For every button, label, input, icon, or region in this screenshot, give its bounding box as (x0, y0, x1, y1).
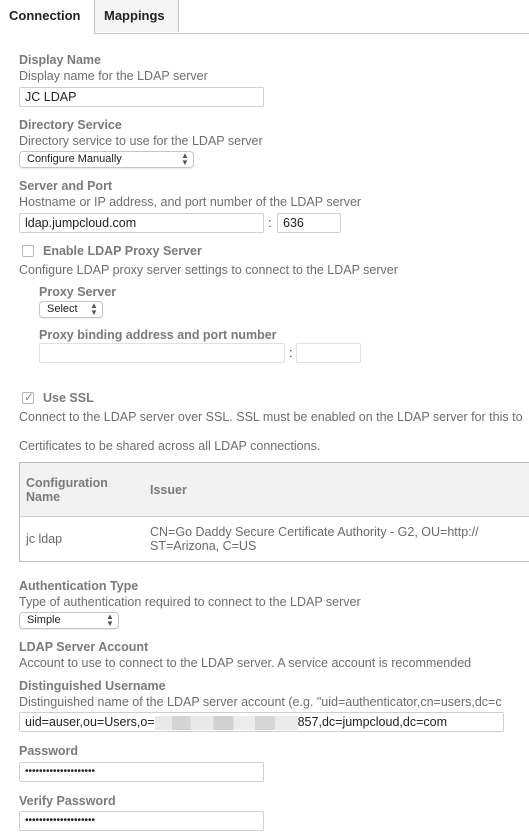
table-row[interactable] (20, 517, 529, 562)
proxy-server-select[interactable] (39, 301, 103, 318)
distinguished-username-label: Distinguished Username (19, 679, 166, 693)
cert-issuer-line-2: ST=Arizona, C=US (150, 539, 257, 553)
ssl-checkbox[interactable] (22, 392, 34, 404)
distinguished-username-description: Distinguished name of the LDAP server account (e.g. "uid=authenticator,cn=users,dc=c (19, 695, 502, 709)
proxy-binding-port-input[interactable] (296, 343, 361, 363)
proxy-binding-address-input[interactable] (39, 343, 285, 363)
port-separator: : (268, 215, 272, 230)
auth-type-description: Type of authentication required to connect to the LDAP server (19, 595, 361, 609)
display-name-label: Display Name (19, 53, 101, 67)
directory-service-description: Directory service to use for the LDAP server (19, 134, 263, 148)
proxy-server-label: Proxy Server (39, 285, 117, 299)
password-label: Password (19, 744, 79, 758)
chevron-updown-icon: ▲ ▼ (106, 612, 114, 628)
checkmark-icon: ✓ (24, 390, 35, 404)
verify-password-input[interactable]: •••••••••••••••••••• (19, 811, 264, 831)
tab-connection[interactable]: Connection (0, 0, 95, 34)
server-account-description: Account to use to connect to the LDAP server. A service account is recommended (19, 656, 472, 670)
ssl-checkbox-label: Use SSL (43, 391, 94, 405)
certificates-table (19, 462, 529, 562)
column-header-configuration-name: Configuration Name (20, 463, 145, 517)
ssl-description: Connect to the LDAP server over SSL. SSL must be enabled on the LDAP server for this to (19, 410, 523, 424)
column-header-issuer: Issuer (144, 463, 529, 517)
tab-bar (0, 0, 529, 34)
proxy-port-separator: : (289, 345, 293, 360)
username-suffix: 857,dc=jumpcloud,dc=com (297, 715, 448, 729)
cert-name-cell: jc ldap (26, 532, 63, 546)
directory-service-selected: Configure Manually (27, 153, 122, 165)
certificates-note: Certificates to be shared across all LDAP connections. (19, 439, 321, 453)
display-name-description: Display name for the LDAP server (19, 69, 208, 83)
chevron-updown-icon: ▲ ▼ (90, 301, 98, 317)
username-prefix: uid=auser,ou=Users,o= (25, 715, 155, 729)
display-name-input[interactable]: JC LDAP (19, 87, 264, 107)
cert-issuer-cell (144, 517, 529, 562)
cert-issuer-line-1: CN=Go Daddy Secure Certificate Authority - G2, OU=http:// (150, 525, 479, 539)
directory-service-select[interactable] (19, 151, 194, 168)
tab-mappings[interactable]: Mappings (95, 0, 179, 32)
server-host-input[interactable]: ldap.jumpcloud.com (19, 213, 264, 233)
server-port-label: Server and Port (19, 179, 113, 193)
redacted-block (155, 716, 298, 730)
server-port-description: Hostname or IP address, and port number of the LDAP server (19, 195, 362, 209)
proxy-description: Configure LDAP proxy server settings to connect to the LDAP server (19, 263, 398, 277)
password-input[interactable]: •••••••••••••••••••• (19, 762, 264, 782)
table-header-row (20, 463, 529, 517)
auth-type-label: Authentication Type (19, 579, 139, 593)
chevron-updown-icon: ▲ ▼ (181, 151, 189, 167)
server-port-input[interactable]: 636 (277, 213, 341, 233)
verify-password-label: Verify Password (19, 794, 116, 808)
server-account-label: LDAP Server Account (19, 640, 149, 654)
proxy-checkbox[interactable] (22, 245, 34, 257)
proxy-binding-label: Proxy binding address and port number (39, 328, 277, 342)
proxy-server-selected: Select (47, 303, 78, 315)
directory-service-label: Directory Service (19, 118, 122, 132)
distinguished-username-input[interactable] (19, 712, 504, 732)
proxy-checkbox-label: Enable LDAP Proxy Server (43, 244, 202, 258)
auth-type-selected: Simple (27, 614, 61, 626)
auth-type-select[interactable] (19, 612, 119, 629)
